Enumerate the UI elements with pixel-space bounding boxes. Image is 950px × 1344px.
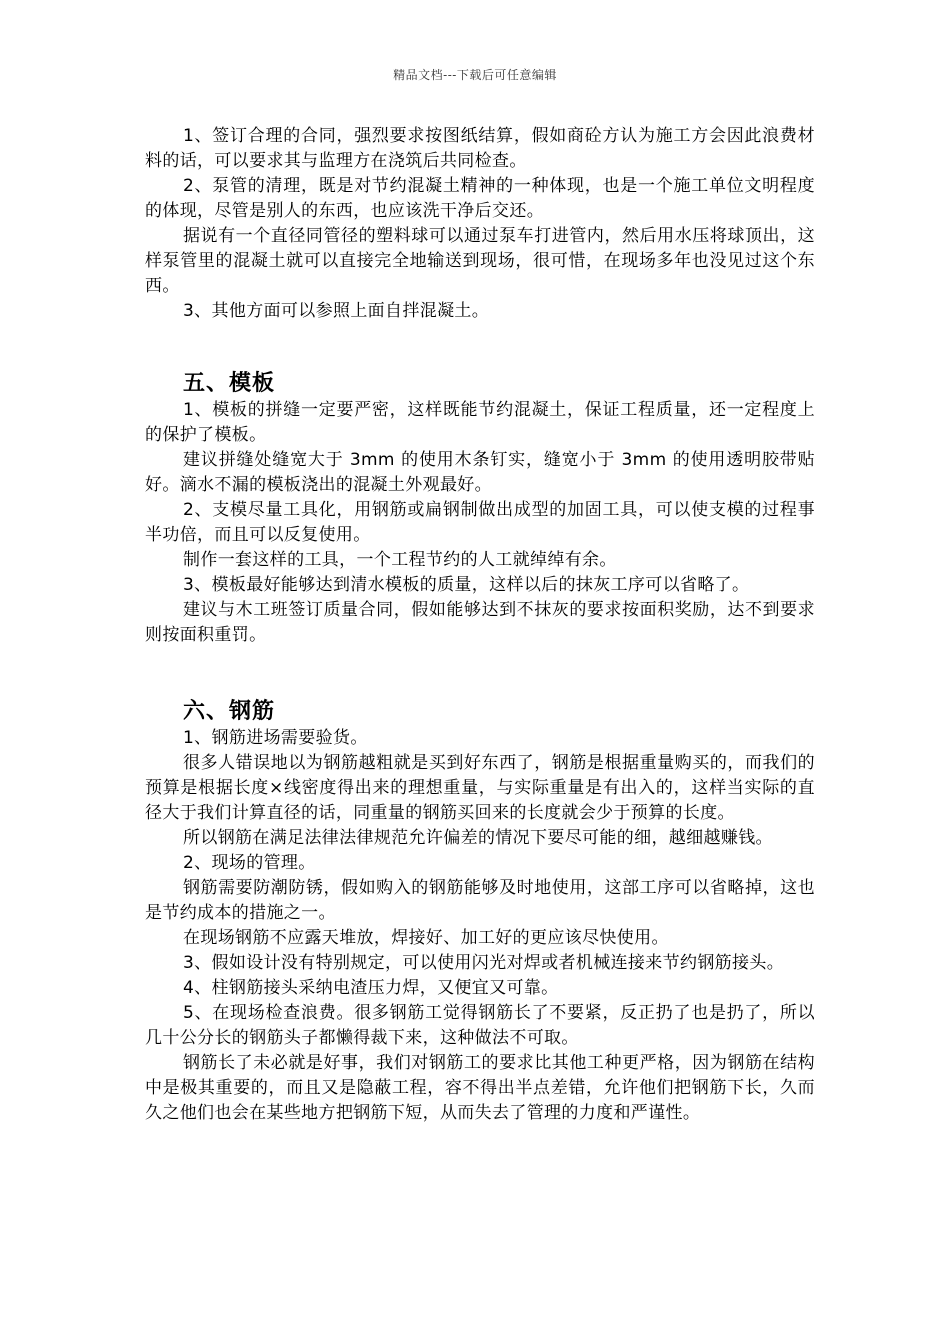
paragraph: 1、签订合理的合同，强烈要求按图纸结算，假如商砼方认为施工方会因此浪费材料的话，可以要求其与监理方在浇筑后共同检查。 <box>145 126 815 171</box>
paragraph: 在现场钢筋不应露天堆放，焊接好、加工好的更应该尽快使用。 <box>183 928 669 948</box>
paragraph: 建议拼缝处缝宽大于 3mm 的使用木条钉实，缝宽小于 3mm 的使用透明胶带贴好。滴水不漏的模板浇出的混凝土外观最好。 <box>145 450 815 495</box>
paragraph: 1、模板的拼缝一定要严密，这样既能节约混凝土，保证工程质量，还一定程度上的保护了模板。 <box>145 400 815 445</box>
paragraph: 1、钢筋进场需要验货。 <box>183 728 368 748</box>
paragraph: 钢筋长了未必就是好事，我们对钢筋工的要求比其他工种更严格，因为钢筋在结构中是极其重要的，而且又是隐蔽工程，容不得出半点差错，允许他们把钢筋下长，久而久之他们也会在某些地方把钢筋下短，从而失去了管理的力度和严谨性。 <box>145 1053 815 1123</box>
paragraph: 3、模板最好能够达到清水模板的质量，这样以后的抹灰工序可以省略了。 <box>183 575 750 595</box>
paragraph: 4、柱钢筋接头采纳电渣压力焊，又便宜又可靠。 <box>183 978 559 998</box>
paragraph: 2、现场的管理。 <box>183 853 316 873</box>
paragraph: 钢筋需要防潮防锈，假如购入的钢筋能够及时地使用，这部工序可以省略掉，这也是节约成本的措施之一。 <box>145 878 815 923</box>
section-spacer <box>145 324 815 370</box>
section-spacer <box>145 648 815 698</box>
paragraph: 建议与木工班签订质量合同，假如能够达到不抹灰的要求按面积奖励，达不到要求则按面积重罚。 <box>145 600 815 645</box>
paragraph: 制作一套这样的工具，一个工程节约的人工就绰绰有余。 <box>183 550 617 570</box>
paragraph: 2、支模尽量工具化，用钢筋或扁钢制做出成型的加固工具，可以使支模的过程事半功倍，而且可以反复使用。 <box>145 500 815 545</box>
page-header-note: 精品文档---下载后可任意编辑 <box>393 68 557 82</box>
paragraph: 3、其他方面可以参照上面自拌混凝土。 <box>183 301 490 321</box>
paragraph: 5、在现场检查浪费。很多钢筋工觉得钢筋长了不要紧，反正扔了也是扔了，所以几十公分长的钢筋头子都懒得裁下来，这种做法不可取。 <box>145 1003 815 1048</box>
paragraph: 2、泵管的清理，既是对节约混凝土精神的一种体现，也是一个施工单位文明程度的体现，尽管是别人的东西，也应该洗干净后交还。 <box>145 176 815 221</box>
paragraph: 据说有一个直径同管径的塑料球可以通过泵车打进管内，然后用水压将球顶出，这样泵管里的混凝土就可以直接完全地输送到现场，很可惜，在现场多年也没见过这个东西。 <box>145 226 815 296</box>
paragraph: 3、假如设计没有特别规定，可以使用闪光对焊或者机械连接来节约钢筋接头。 <box>183 953 785 973</box>
paragraph: 很多人错误地以为钢筋越粗就是买到好东西了，钢筋是根据重量购买的，而我们的预算是根据长度×线密度得出来的理想重量，与实际重量是有出入的，这样当实际的直径大于我们计算直径的话，同重量的钢筋买回来的长度就会少于预算的长度。 <box>145 753 815 823</box>
section-heading-rebar: 六、钢筋 <box>183 699 276 724</box>
section-heading-formwork: 五、模板 <box>183 371 276 396</box>
paragraph: 所以钢筋在满足法律法律规范允许偏差的情况下要尽可能的细，越细越赚钱。 <box>183 828 773 848</box>
document-body <box>145 124 815 1126</box>
